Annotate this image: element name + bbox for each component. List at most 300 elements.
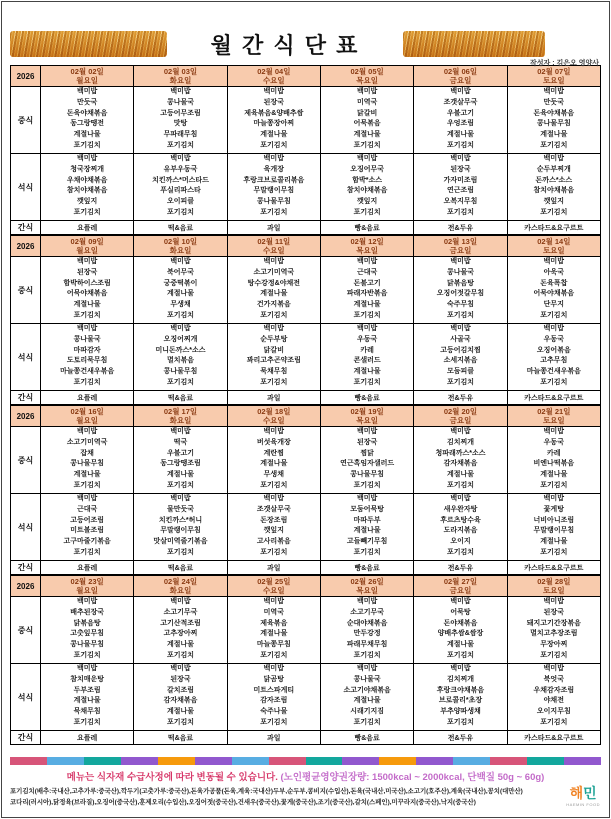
menu-cell [414, 664, 507, 731]
menu-item: 김치찌개 [446, 675, 474, 683]
menu-cell [320, 494, 413, 561]
snack-cell: 과일 [227, 561, 320, 575]
menu-item: 백미밥 [450, 428, 471, 435]
menu-item: 감자조림 [260, 697, 288, 705]
date-text: 02월 28일 [537, 577, 571, 586]
snack-row [11, 561, 601, 575]
snack-cell: 과일 [227, 391, 320, 405]
menu-item: 돈장조림 [260, 516, 288, 524]
menu-item: 소고기야채볶음 [343, 686, 391, 694]
menu-item: 포기김치 [73, 141, 101, 149]
menu-cell [507, 494, 600, 561]
menu-cell [41, 87, 134, 154]
menu-item: 포기김치 [446, 548, 474, 556]
menu-item: 백미밥 [450, 88, 471, 95]
menu-item: 야채전 [543, 697, 564, 705]
menu-item: 포기김치 [73, 718, 101, 726]
weekday-text: 목요일 [356, 586, 379, 595]
menu-cell [227, 154, 320, 221]
week-table-2 [10, 235, 601, 405]
menu-item: 소고기무국 [350, 608, 385, 616]
menu-item: 포기김치 [166, 548, 195, 556]
menu-item: 계절나물 [73, 301, 101, 309]
menu-item: 마파감자 [73, 346, 101, 354]
day-header [134, 406, 227, 427]
menu-item: 순두부탕 [260, 335, 288, 343]
menu-cell [134, 427, 227, 494]
menu-item: 떡국 [173, 438, 188, 446]
day-header [41, 406, 134, 427]
snack-cell: 과일 [227, 731, 320, 745]
menu-item: 소세지볶음 [443, 357, 478, 365]
dinner-row [11, 664, 601, 731]
weekday-text: 목요일 [356, 246, 379, 255]
menu-item: 콩나물무침 [70, 641, 105, 649]
menu-item: 포기김치 [353, 651, 381, 659]
menu-item: 파래무채무침 [346, 641, 388, 649]
menu-cell [320, 154, 413, 221]
meal-label-snack: 간식 [11, 221, 41, 235]
menu-item: 포기김치 [540, 208, 568, 216]
menu-item: 건가지볶음 [256, 301, 291, 309]
menu-item: 백미밥 [543, 598, 564, 605]
menu-item: 백미밥 [77, 325, 98, 332]
date-text: 02월 02일 [70, 67, 104, 76]
meal-label-lunch: 중식 [11, 87, 41, 154]
menu-item: 오징어젓갈무침 [436, 290, 485, 298]
menu-item: 포기김치 [540, 378, 568, 386]
wheat-ornament-icon [403, 31, 545, 57]
weekday-text: 화요일 [169, 416, 192, 425]
lunch-row [11, 597, 601, 664]
menu-item: 묵채무침 [73, 708, 101, 716]
menu-item: 오징어무국 [350, 165, 385, 173]
menu-item: 순두부찌개 [536, 165, 571, 173]
meal-label-snack: 간식 [11, 561, 41, 575]
day-header [320, 236, 413, 257]
menu-item: 미니돈까스*소스 [155, 346, 206, 354]
menu-item: 포기김치 [540, 718, 568, 726]
day-header [507, 66, 600, 87]
menu-item: 오징어볶음 [536, 346, 571, 354]
menu-item: 포기김치 [540, 311, 568, 319]
menu-item: 탕수강정&야채전 [247, 279, 301, 287]
menu-item: 포기김치 [446, 311, 474, 319]
menu-item: 계절나물 [260, 630, 288, 638]
weekday-text: 화요일 [169, 586, 192, 595]
day-header [414, 406, 507, 427]
weekday-text: 목요일 [356, 76, 379, 85]
menu-item: 북엇국 [543, 675, 564, 683]
menu-cell [414, 87, 507, 154]
weekday-text: 월요일 [76, 586, 99, 595]
menu-item: 깻잎지 [263, 527, 284, 535]
menu-item: 근대국 [357, 268, 378, 276]
menu-item: 포기김치 [73, 208, 101, 216]
weekday-text: 토요일 [542, 246, 565, 255]
menu-item: 백미밥 [263, 88, 284, 95]
menu-item: 우동국 [543, 438, 564, 446]
date-text: 02월 17일 [163, 407, 198, 416]
wheat-ornament-icon [10, 31, 167, 57]
weekday-text: 화요일 [169, 76, 192, 85]
menu-item: 오복지무침 [443, 198, 478, 206]
menu-item: 연근조림 [446, 187, 474, 195]
menu-item: 미트스파게티 [253, 686, 295, 694]
menu-item: 물만둣국 [166, 505, 195, 513]
menu-item: 백미밥 [450, 665, 471, 672]
menu-item: 고춧잎무침 [70, 630, 105, 638]
menu-item: 돈야채볶음 [443, 619, 478, 627]
menu-item: 미트볼조림 [70, 527, 105, 535]
menu-item: 돼지고기간장볶음 [526, 619, 581, 627]
menu-item: 고추무침 [540, 357, 568, 365]
menu-item: 계절나물 [260, 131, 288, 139]
menu-item: 백미밥 [77, 665, 98, 672]
strip-segment [416, 757, 453, 765]
menu-item: 백미밥 [263, 258, 284, 265]
date-text: 02월 21일 [537, 407, 571, 416]
menu-item: 무장아찌 [540, 641, 568, 649]
menu-item: 콩나물국 [73, 335, 101, 343]
menu-item: 닭곰탕 [263, 675, 284, 683]
day-header [507, 576, 600, 597]
dinner-row [11, 494, 601, 561]
menu-item: 카레 [360, 346, 374, 354]
menu-item: 고기산적조림 [160, 619, 201, 627]
menu-item: 백미밥 [77, 155, 98, 162]
menu-item: 백미밥 [357, 428, 378, 435]
menu-item: 백미밥 [357, 598, 378, 605]
meal-label-lunch: 중식 [11, 427, 41, 494]
menu-item: 마늘쫑건새우볶음 [526, 368, 581, 376]
notice-main: 메뉴는 식자재 수급사정에 따라 변동될 수 있습니다. [66, 772, 278, 783]
day-header [227, 406, 320, 427]
menu-item: 포기김치 [166, 208, 195, 216]
snack-cell: 떡&음료 [134, 391, 227, 405]
menu-item: 포기김치 [446, 481, 474, 489]
menu-item: 무말랭이무침 [253, 187, 295, 195]
menu-item: 돈육야채볶음 [533, 109, 575, 117]
menu-cell [134, 494, 227, 561]
menu-cell [320, 427, 413, 494]
menu-item: 백미밥 [77, 428, 98, 435]
strip-segment [121, 757, 158, 765]
menu-item: 콩나물국 [353, 675, 381, 683]
menu-item: 사골국 [450, 335, 471, 343]
menu-cell [414, 324, 507, 391]
menu-cell [41, 257, 134, 324]
day-header [414, 66, 507, 87]
menu-item: 모둠피클 [446, 368, 474, 376]
menu-item: 꽃게탕 [543, 505, 564, 513]
date-text: 02월 23일 [70, 577, 104, 586]
menu-item: 만두강정 [353, 630, 381, 638]
menu-item: 묵채무침 [260, 368, 288, 376]
weekday-text: 금요일 [449, 76, 472, 85]
menu-item: 깻잎지 [543, 198, 564, 206]
menu-item: 콩나물국 [446, 268, 474, 276]
menu-item: 치킨까스*머스타드 [152, 176, 209, 184]
lunch-row [11, 257, 601, 324]
snack-cell: 전&두유 [414, 391, 507, 405]
snack-cell: 전&두유 [414, 221, 507, 235]
menu-item: 백미밥 [543, 428, 564, 435]
menu-item: 돈까스*소스 [535, 176, 573, 184]
strip-segment [490, 757, 527, 765]
menu-item: 백미밥 [543, 258, 564, 265]
menu-item: 포기김치 [166, 141, 195, 149]
menu-item: 무파래무침 [163, 131, 198, 139]
menu-item: 포기김치 [73, 548, 101, 556]
strip-segment [342, 757, 379, 765]
menu-item: 백미밥 [450, 598, 471, 605]
menu-cell [414, 597, 507, 664]
menu-item: 오이지무침 [536, 708, 571, 716]
menu-item: 소고기무국 [163, 608, 198, 616]
menu-cell [41, 494, 134, 561]
menu-item: 된장국 [543, 608, 564, 616]
menu-item: 백미밥 [263, 495, 284, 502]
menu-cell [507, 324, 600, 391]
menu-item: 가자미조림 [443, 176, 478, 184]
menu-item: 포기김치 [73, 311, 101, 319]
day-header [41, 576, 134, 597]
menu-item: 백미밥 [450, 258, 471, 265]
year-cell: 2026 [11, 406, 41, 427]
menu-item: 계절나물 [166, 471, 195, 479]
menu-item: 백미밥 [450, 495, 471, 502]
menu-item: 계절나물 [353, 131, 381, 139]
day-header [320, 66, 413, 87]
menu-cell [227, 427, 320, 494]
menu-item: 콩나물무침 [163, 368, 198, 376]
menu-item: 깻잎지 [357, 198, 378, 206]
menu-item: 포기김치 [166, 718, 195, 726]
day-header [227, 576, 320, 597]
date-text: 02월 04일 [257, 67, 291, 76]
strip-segment [379, 757, 416, 765]
menu-item: 마늘쫑장아찌 [253, 120, 295, 128]
menu-item: 포기김치 [353, 208, 381, 216]
menu-item: 계란찜 [263, 449, 284, 457]
menu-item: 백미밥 [357, 665, 378, 672]
menu-cell [134, 257, 227, 324]
day-header [320, 406, 413, 427]
menu-item: 우동국 [357, 335, 378, 343]
lunch-row [11, 427, 601, 494]
menu-item: 참치야채볶음 [533, 187, 575, 195]
menu-item: 고등어조림 [70, 516, 105, 524]
color-strip [10, 757, 601, 765]
weekday-text: 화요일 [169, 246, 192, 255]
meal-label-snack: 간식 [11, 731, 41, 745]
menu-cell [41, 324, 134, 391]
menu-item: 버섯육개장 [256, 438, 291, 446]
menu-item: 포기김치 [446, 208, 474, 216]
menu-item: 백미밥 [450, 325, 471, 332]
menu-item: 돈육야채볶음 [66, 109, 108, 117]
year-cell: 2026 [11, 236, 41, 257]
weekday-text: 토요일 [542, 416, 565, 425]
menu-item: 꽈리고추곤약조림 [246, 357, 301, 365]
menu-item: 만둣국 [77, 98, 98, 106]
menu-item: 닭볶음탕 [446, 279, 474, 287]
snack-cell: 빵&음료 [320, 561, 413, 575]
snack-cell: 요플레 [41, 221, 134, 235]
menu-item: 잡채 [80, 449, 94, 457]
menu-item: 감자채볶음 [163, 697, 198, 705]
menu-cell [320, 87, 413, 154]
menu-item: 백미밥 [357, 495, 378, 502]
menu-item: 동그랑땡전 [70, 120, 105, 128]
meal-label-dinner: 석식 [11, 494, 41, 561]
menu-item: 콘샐러드 [353, 357, 381, 365]
day-header [134, 236, 227, 257]
menu-item: 마늘쫑건새우볶음 [60, 368, 115, 376]
strip-segment [527, 757, 564, 765]
menu-cell [227, 494, 320, 561]
menu-item: 함박*소스 [352, 176, 383, 184]
menu-item: 백미밥 [543, 665, 564, 672]
menu-item: 만둣국 [543, 98, 564, 106]
snack-cell: 카스타드&요구르트 [507, 391, 600, 405]
menu-item: 포기김치 [260, 548, 288, 556]
menu-item: 포기김치 [540, 481, 568, 489]
menu-item: 비엔나떡볶음 [533, 460, 575, 468]
date-text: 02월 25일 [257, 577, 291, 586]
menu-cell [227, 257, 320, 324]
notice-text [10, 769, 601, 783]
menu-item: 계절나물 [446, 131, 474, 139]
strip-segment [47, 757, 84, 765]
menu-cell [227, 324, 320, 391]
menu-item: 백미밥 [263, 155, 284, 162]
menu-item: 계절나물 [353, 368, 381, 376]
strip-segment [269, 757, 306, 765]
meal-label-lunch: 중식 [11, 597, 41, 664]
menu-cell [414, 257, 507, 324]
strip-segment [10, 757, 47, 765]
menu-item: 고추장아찌 [163, 630, 198, 638]
date-text: 02월 10일 [163, 237, 198, 246]
menu-item: 후랑크브로콜리볶음 [243, 176, 305, 184]
menu-item: 포기김치 [166, 651, 195, 659]
notice-detail: (노인평균영양권장량: 1500kcal ~ 2000kcal, 단백질 50g ~ 60g) [280, 772, 545, 783]
day-header [134, 576, 227, 597]
menu-item: 계절나물 [73, 131, 101, 139]
menu-item: 콩나물무침 [350, 471, 385, 479]
menu-item: 백미밥 [263, 325, 284, 332]
menu-item: 아욱국 [543, 268, 564, 276]
week-header-row [11, 66, 601, 87]
menu-item: 조갯살무국 [443, 98, 478, 106]
origin-line-2: 코다리(러시아),닭정육(브라질),오징어(중국산),훈제오리(수입산),오징어젓(중국산),건새우(중국산),꽃게(중국산),조기(중국산),갈치(스페인),미꾸라지(중국산),낙지(중국산) [10, 798, 476, 806]
menu-item: 백미밥 [170, 155, 191, 162]
menu-cell [41, 154, 134, 221]
menu-cell [134, 324, 227, 391]
menu-item: 닭갈비 [357, 109, 378, 117]
menu-item: 어묵야채볶음 [533, 290, 575, 298]
weekday-text: 수요일 [262, 76, 285, 85]
menu-item: 제육볶음&양배추쌈 [244, 109, 304, 117]
menu-item: 계절나물 [260, 460, 288, 468]
menu-cell [134, 664, 227, 731]
menu-item: 백미밥 [357, 88, 378, 95]
menu-item: 동그랑땡조림 [160, 460, 201, 468]
menu-item: 소고기미역국 [66, 438, 108, 446]
menu-item: 된장국 [170, 675, 191, 683]
menu-item: 순대야채볶음 [346, 619, 388, 627]
menu-item: 된장국 [357, 438, 378, 446]
strip-segment [158, 757, 195, 765]
menu-item: 제육볶음 [260, 619, 288, 627]
menu-item: 맛탕 [173, 120, 188, 128]
title-band [10, 29, 601, 67]
menu-item: 포기김치 [353, 141, 381, 149]
menu-item: 돈육폭찹 [540, 279, 568, 287]
weekday-text: 목요일 [356, 416, 379, 425]
menu-item: 백미밥 [263, 428, 284, 435]
dinner-row [11, 324, 601, 391]
menu-item: 콩나물무침 [536, 120, 571, 128]
menu-item: 콩나물국 [166, 98, 195, 106]
menu-item: 참치매운탕 [70, 675, 105, 683]
strip-segment [84, 757, 121, 765]
page-title: 월 간 식 단 표 [210, 32, 360, 58]
menu-cell [507, 154, 600, 221]
menu-item: 계절나물 [353, 301, 381, 309]
menu-item: 조갯살무국 [256, 505, 291, 513]
menu-item: 백미밥 [357, 155, 378, 162]
menu-item: 숙주나물 [260, 708, 288, 716]
menu-item: 백미밥 [450, 155, 471, 162]
date-text: 02월 05일 [350, 67, 384, 76]
menu-item: 된장국 [77, 268, 98, 276]
day-header [41, 236, 134, 257]
year-cell: 2026 [11, 576, 41, 597]
date-text: 02월 11일 [257, 237, 291, 246]
menu-item: 계절나물 [446, 641, 474, 649]
weekday-text: 토요일 [542, 586, 565, 595]
menu-item: 후랑크야채볶음 [436, 686, 485, 694]
menu-item: 어묵탕 [450, 608, 471, 616]
date-text: 02월 12일 [350, 237, 384, 246]
origin-line-1: 포기김치(배추:국내산,고추가루:중국산),깍두기(고춧가루:중국산),돈육가공품(돈육,계육:국내산)두부,순두부,콩비지(수입산),돈육(국내산,미국산),소고기(호주산),계육(국내산),꽁치(대만산) [10, 788, 523, 795]
date-text: 02월 03일 [163, 67, 198, 76]
menu-item: 마파두부 [353, 516, 381, 524]
menu-item: 숙주무침 [446, 301, 474, 309]
menu-item: 멸치볶음 [166, 357, 195, 365]
menu-item: 고사리볶음 [256, 538, 291, 546]
weekday-text: 월요일 [76, 416, 99, 425]
menu-item: 오징어찌개 [163, 335, 198, 343]
menu-cell [134, 154, 227, 221]
week-header-row [11, 406, 601, 427]
menu-item: 백미밥 [170, 428, 191, 435]
snack-row [11, 391, 601, 405]
menu-item: 계절나물 [166, 290, 195, 298]
snack-cell: 카스타드&요구르트 [507, 221, 600, 235]
menu-item: 백미밥 [77, 598, 98, 605]
date-text: 02월 07일 [537, 67, 571, 76]
day-header [320, 576, 413, 597]
day-header [507, 406, 600, 427]
menu-item: 우엉조림 [446, 120, 474, 128]
menu-cell [41, 664, 134, 731]
menu-item: 카레 [547, 449, 561, 457]
snack-cell: 빵&음료 [320, 221, 413, 235]
